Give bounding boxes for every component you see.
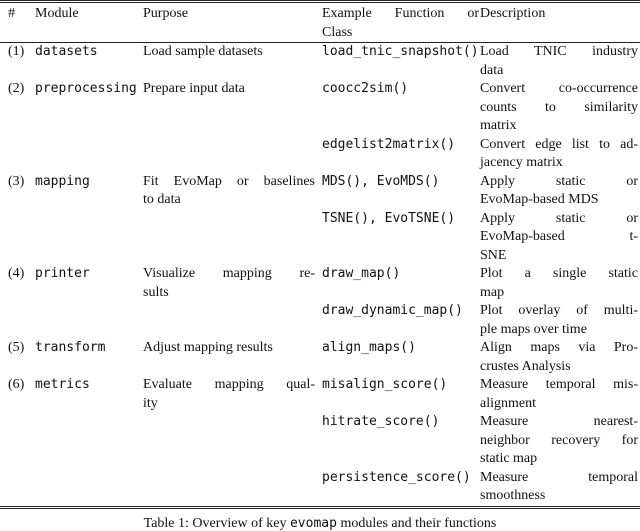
text-line: EvoMap-based t-	[480, 229, 638, 244]
row-number: (6)	[8, 377, 25, 392]
text-line: Load TNIC industry	[480, 44, 638, 59]
description-cell	[480, 265, 640, 302]
header-function-line2: Class	[322, 24, 353, 40]
header-function	[322, 2, 480, 43]
text-line: neighbor recovery for	[480, 432, 638, 448]
purpose-cell	[143, 80, 322, 173]
module-name: transform	[35, 340, 106, 355]
row-number: (2)	[8, 81, 25, 96]
text-line: Measure nearest-	[480, 414, 638, 429]
row-number: (4)	[8, 266, 25, 281]
purpose-cell	[143, 339, 322, 376]
function-cell: load_tnic_snapshot()	[322, 44, 479, 59]
module-name: preprocessing	[35, 81, 137, 96]
module-name: printer	[35, 266, 90, 281]
description-cell	[480, 80, 640, 136]
table-row	[0, 173, 640, 210]
text-line: Prepare input data	[143, 81, 245, 96]
description-cell	[480, 136, 640, 173]
module-name: metrics	[35, 377, 90, 392]
description-cell	[480, 339, 640, 376]
header-purpose: Purpose	[143, 2, 322, 43]
text-line: counts to similarity	[480, 99, 638, 115]
function-cell: align_maps()	[322, 340, 416, 355]
text-line: Measure temporal mis-	[480, 377, 638, 392]
table-header	[0, 2, 640, 43]
function-cell: misalign_score()	[322, 377, 448, 392]
purpose-cell	[143, 265, 322, 339]
header-num: #	[0, 2, 35, 43]
text-line: Adjust mapping results	[143, 340, 273, 355]
text-line: Evaluate mapping qual-	[143, 377, 315, 392]
text-line: sults	[143, 284, 169, 300]
text-line: Plot a single static	[480, 266, 638, 281]
function-cell: coocc2sim()	[322, 81, 409, 96]
purpose-cell	[143, 173, 322, 266]
function-cell: draw_dynamic_map()	[322, 303, 463, 318]
row-number: (5)	[8, 340, 25, 355]
text-line: alignment	[480, 395, 536, 411]
table-row	[0, 265, 640, 302]
text-line: Fit EvoMap or baselines	[143, 173, 315, 189]
table-caption	[0, 515, 640, 531]
table-row	[0, 376, 640, 413]
text-line: ity	[143, 395, 158, 411]
text-line: Convert co-occurrence	[480, 81, 638, 96]
text-line: jacency matrix	[480, 155, 563, 170]
table-row	[0, 80, 640, 136]
header-module: Module	[35, 2, 143, 43]
function-cell: hitrate_score()	[322, 414, 440, 429]
function-cell: TSNE(), EvoTSNE()	[322, 210, 456, 226]
description-cell	[480, 302, 640, 339]
function-cell: draw_map()	[322, 266, 401, 281]
text-line: Apply static or	[480, 173, 638, 189]
text-line: Measure temporal	[480, 469, 638, 485]
text-line: Apply static or	[480, 210, 638, 226]
table-row	[0, 43, 640, 81]
text-line: Plot overlay of multi-	[480, 303, 638, 318]
purpose-cell	[143, 43, 322, 81]
description-cell	[480, 43, 640, 81]
table-row	[0, 339, 640, 376]
header-description: Description	[480, 2, 640, 43]
caption-suffix: modules and their functions	[336, 515, 497, 531]
text-line: to data	[143, 192, 181, 207]
text-line: data	[480, 62, 504, 78]
module-name: mapping	[35, 173, 90, 189]
text-line: matrix	[480, 118, 517, 133]
text-line: static map	[480, 451, 538, 466]
text-line: smoothness	[480, 488, 546, 503]
description-cell	[480, 210, 640, 266]
text-line: Convert edge list to ad-	[480, 136, 638, 152]
description-cell	[480, 376, 640, 413]
text-line: map	[480, 284, 505, 300]
row-number: (3)	[8, 173, 25, 189]
function-cell: MDS(), EvoMDS()	[322, 173, 440, 189]
header-row	[0, 2, 640, 43]
text-line: ple maps over time	[480, 321, 587, 337]
description-cell	[480, 413, 640, 469]
description-cell	[480, 469, 640, 508]
caption-package-name: evomap	[289, 515, 337, 531]
function-cell: edgelist2matrix()	[322, 136, 456, 152]
text-line: crustes Analysis	[480, 358, 571, 374]
module-name: datasets	[35, 44, 98, 59]
row-number: (1)	[8, 44, 25, 59]
text-line: Visualize mapping re-	[143, 266, 315, 281]
header-function-line1: Example Function or	[322, 6, 479, 21]
text-line: Load sample datasets	[143, 44, 263, 59]
caption-prefix: Table 1: Overview of key	[143, 515, 290, 531]
purpose-cell	[143, 376, 322, 507]
text-line: Align maps via Pro-	[480, 340, 638, 355]
text-line: EvoMap-based MDS	[480, 192, 599, 207]
table-body	[0, 43, 640, 508]
function-cell: persistence_score()	[322, 469, 471, 485]
description-cell	[480, 173, 640, 210]
text-line: SNE	[480, 247, 507, 263]
